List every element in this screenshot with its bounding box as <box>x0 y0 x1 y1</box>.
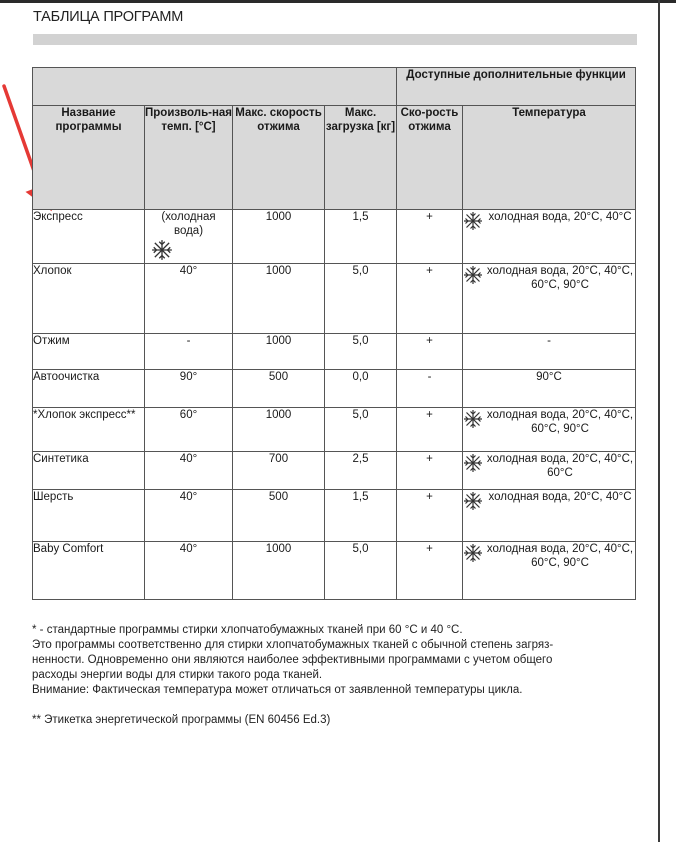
header-empty-cell <box>33 68 397 106</box>
table-row <box>33 490 636 542</box>
max-load-value: 5,0 <box>325 408 397 452</box>
custom-temp-value: - <box>145 334 233 370</box>
snowflake-icon <box>463 543 485 563</box>
col-temperature: Температура <box>463 106 636 210</box>
footnote-warning: Внимание: Фактическая температура может отличаться от заявленной температуры цикла. <box>32 684 523 696</box>
table-row <box>33 542 636 600</box>
temperature-options: 90°C <box>463 370 636 408</box>
snowflake-icon <box>463 265 485 285</box>
program-name: Автоочистка <box>33 370 145 408</box>
footnote-text-line: Это программы соответственно для стирки хлопчатобумажных тканей с обычной степень загряз- <box>32 639 554 651</box>
max-spin-value: 700 <box>233 452 325 490</box>
top-border-line <box>0 0 676 3</box>
temperature-options-cell <box>463 264 636 334</box>
header-extra-functions: Доступные дополнительные функции <box>397 68 636 106</box>
program-name: *Хлопок экспресс** <box>33 408 145 452</box>
col-max-load: Макс. загрузка [кг] <box>325 106 397 210</box>
table-row <box>33 264 636 334</box>
spin-option-value: - <box>397 370 463 408</box>
footnote-standard-programs: * - стандартные программы стирки хлопчатобумажных тканей при 60 °C и 40 °C. <box>32 624 463 636</box>
custom-temp-value: 90° <box>145 370 233 408</box>
max-load-value: 1,5 <box>325 210 397 264</box>
title-underline-bar <box>33 34 637 45</box>
table-row <box>33 452 636 490</box>
max-load-value: 0,0 <box>325 370 397 408</box>
col-max-spin: Макс. скорость отжима <box>233 106 325 210</box>
temperature-options-cell <box>463 452 636 490</box>
table-row <box>33 370 636 408</box>
program-name: Отжим <box>33 334 145 370</box>
max-load-value: 5,0 <box>325 334 397 370</box>
footnote-energy-label: ** Этикетка энергетической программы (EN 60456 Ed.3) <box>32 714 331 726</box>
spin-option-value: + <box>397 490 463 542</box>
max-load-value: 2,5 <box>325 452 397 490</box>
custom-temp-cell <box>145 210 233 264</box>
max-spin-value: 1000 <box>233 408 325 452</box>
snowflake-icon <box>463 211 485 231</box>
custom-temp-value: 60° <box>145 408 233 452</box>
col-program-name: Название программы <box>33 106 145 210</box>
max-load-value: 5,0 <box>325 542 397 600</box>
custom-temp-value: 40° <box>145 452 233 490</box>
max-load-value: 1,5 <box>325 490 397 542</box>
col-spin-speed: Ско-рость отжима <box>397 106 463 210</box>
table-row <box>33 210 636 264</box>
max-spin-value: 1000 <box>233 264 325 334</box>
col-custom-temp: Произволь-ная темп. [°C] <box>145 106 233 210</box>
snowflake-icon <box>463 453 485 473</box>
spin-option-value: + <box>397 210 463 264</box>
temperature-options: холодная вода, 20°C, 40°C, 60°C, 90°C <box>486 409 634 435</box>
max-spin-value: 1000 <box>233 542 325 600</box>
custom-temp-value: 40° <box>145 264 233 334</box>
temperature-options-cell <box>463 542 636 600</box>
program-table <box>32 67 636 600</box>
snowflake-icon <box>151 239 173 259</box>
temperature-options: холодная вода, 20°C, 40°C, 60°C, 90°C <box>486 543 634 569</box>
snowflake-icon <box>463 491 485 511</box>
program-name: Baby Comfort <box>33 542 145 600</box>
max-spin-value: 500 <box>233 370 325 408</box>
temperature-options-cell <box>463 490 636 542</box>
table-row <box>33 408 636 452</box>
program-name: Синтетика <box>33 452 145 490</box>
spin-option-value: + <box>397 452 463 490</box>
temperature-options: холодная вода, 20°C, 40°C, 60°C <box>486 453 634 479</box>
spin-option-value: + <box>397 408 463 452</box>
custom-temp-value: (холодная вода) <box>161 211 216 237</box>
spin-option-value: + <box>397 264 463 334</box>
temperature-options: холодная вода, 20°C, 40°C <box>488 491 632 503</box>
max-spin-value: 1000 <box>233 334 325 370</box>
program-name: Шерсть <box>33 490 145 542</box>
temperature-options: холодная вода, 20°C, 40°C <box>488 211 632 223</box>
footnote-text-line: расходы энергии воды для стирки такого рода тканей. <box>32 669 323 681</box>
snowflake-icon <box>463 409 485 429</box>
spin-option-value: + <box>397 334 463 370</box>
max-spin-value: 500 <box>233 490 325 542</box>
spin-option-value: + <box>397 542 463 600</box>
temperature-options-cell <box>463 408 636 452</box>
temperature-options-cell <box>463 210 636 264</box>
temperature-options: холодная вода, 20°C, 40°C, 60°C, 90°C <box>486 265 634 291</box>
custom-temp-value: 40° <box>145 490 233 542</box>
temperature-options: - <box>463 334 636 370</box>
program-name: Экспресс <box>33 210 145 264</box>
custom-temp-value: 40° <box>145 542 233 600</box>
table-row <box>33 334 636 370</box>
max-spin-value: 1000 <box>233 210 325 264</box>
footnote-text-line: ненности. Одновременно они являются наиболее эффективными программами с учетом общего <box>32 654 553 666</box>
max-load-value: 5,0 <box>325 264 397 334</box>
program-name: Хлопок <box>33 264 145 334</box>
footnotes <box>32 623 644 728</box>
page-title: ТАБЛИЦА ПРОГРАММ <box>33 9 184 25</box>
right-border-line <box>658 0 660 842</box>
